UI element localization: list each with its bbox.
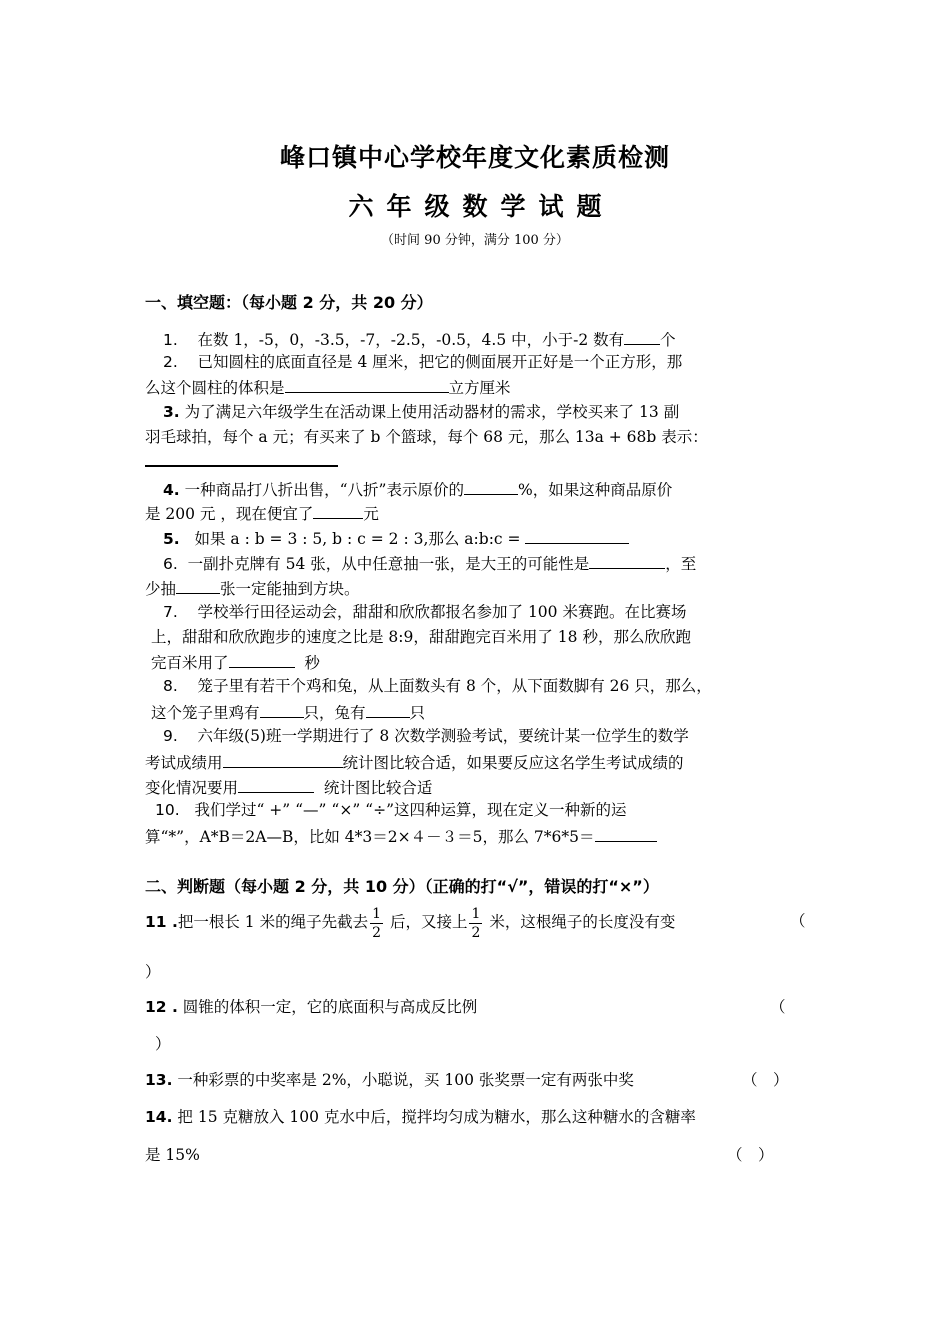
question-9 [163, 726, 689, 746]
q3-number: 3. [163, 403, 180, 421]
q2-number: 2. [163, 353, 178, 371]
q8-blank-rabbits[interactable] [366, 701, 410, 718]
question-6-line2 [145, 577, 360, 599]
q1-number: 1. [163, 331, 178, 349]
q1-text: 在数 1，-5，0，-3.5，-7，-2.5，-0.5，4.5 中，小于-2 数有 [197, 331, 625, 349]
q9-text: 六年级(5)班一学期进行了 8 次数学测验考试，要统计某一位学生的数学 [197, 727, 689, 745]
question-10 [155, 800, 627, 820]
question-4 [163, 478, 672, 500]
q8-line2-tail: 只 [409, 704, 426, 722]
q7-blank[interactable] [229, 651, 295, 668]
q10-text: 我们学过“ +” “—” “×” “÷”这四种运算，现在定义一种新的运 [194, 801, 627, 819]
q11-paren-close[interactable]: ） [145, 963, 161, 981]
q9-line2-pre: 考试成绩用 [145, 754, 223, 772]
q1-tail: 个 [660, 331, 676, 349]
q9-blank-2[interactable] [238, 776, 314, 793]
q7-line3-tail: 秒 [304, 654, 320, 672]
q11-fraction-2-numerator: 1 [471, 905, 481, 922]
q7-line3-pre: 完百米用了 [151, 654, 229, 672]
q4-blank-yuan[interactable] [313, 502, 363, 519]
q6-line2-pre: 少抽 [145, 580, 177, 598]
question-13 [145, 1070, 634, 1090]
q8-number: 8. [163, 677, 178, 695]
q11-number: 11 . [145, 913, 178, 931]
q11-pre: 把一根长 1 米的绳子先截去 [177, 913, 369, 931]
q13-text: 一种彩票的中奖率是 2%，小聪说，买 100 张奖票一定有两张中奖 [177, 1071, 634, 1089]
question-7 [163, 602, 686, 622]
q6-tail: ，至 [665, 555, 697, 573]
q13-answer-paren[interactable]: （ ） [742, 1071, 789, 1089]
q11-fraction-1 [370, 905, 383, 942]
q11-fraction-1-denominator: 2 [372, 924, 381, 941]
q14-text: 把 15 克糖放入 100 克水中后，搅拌均匀成为糖水，那么这种糖水的含糖率 [177, 1108, 696, 1126]
q7-number: 7. [163, 603, 178, 621]
q2-text: 已知圆柱的底面直径是 4 厘米，把它的侧面展开正好是一个正方形，那 [197, 353, 683, 371]
q1-blank[interactable] [624, 328, 660, 345]
question-9-line2 [145, 751, 684, 773]
exam-time-note: （时间 90 分钟，满分 100 分） [381, 233, 569, 248]
question-3 [163, 402, 679, 422]
q9-line3-tail: 统计图比较合适 [323, 779, 433, 797]
section2-heading: 二、判断题（每小题 2 分，共 10 分）（正确的打“√”，错误的打“×”） [145, 877, 659, 896]
question-5 [163, 527, 629, 549]
q11-fraction-1-numerator: 1 [372, 905, 381, 922]
q9-line2-tail: 统计图比较合适，如果要反应这名学生考试成绩的 [342, 754, 684, 772]
q5-blank[interactable] [525, 527, 629, 544]
q13-number: 13. [145, 1071, 173, 1089]
q2-line2-pre: 么这个圆柱的体积是 [145, 379, 285, 397]
q8-line2-pre: 这个笼子里鸡有 [151, 704, 260, 722]
question-2 [163, 352, 682, 372]
q4-blank-percent[interactable] [464, 478, 518, 495]
q10-number: 10. [155, 801, 180, 819]
question-7-line3 [151, 651, 320, 673]
q10-line2: 算“*”，A*B＝2A—B，比如 4*3＝2×４－３＝5，那么 7*6*5＝ [145, 828, 595, 846]
q6-number: 6. [163, 555, 178, 573]
q14-answer-paren[interactable]: （ ） [727, 1146, 774, 1164]
q3-text: 为了满足六年级学生在活动课上使用活动器材的需求，学校买来了 13 副 [184, 403, 680, 421]
question-7-line2 [151, 627, 691, 647]
q11-post: 米，这根绳子的长度没有变 [489, 913, 676, 931]
q4-line2-tail: 元 [363, 505, 379, 523]
question-4-line2 [145, 502, 379, 524]
q6-text: 一副扑克牌有 54 张，从中任意抽一张，是大王的可能性是 [187, 555, 590, 573]
question-6 [163, 552, 696, 574]
q5-number: 5. [163, 530, 180, 548]
q6-blank-count[interactable] [176, 577, 220, 594]
section1-heading: 一、填空题：（每小题 2 分，共 20 分） [145, 293, 433, 312]
q2-line2-tail: 立方厘米 [448, 379, 511, 397]
q8-text: 笼子里有若干个鸡和兔，从上面数头有 8 个，从下面数脚有 26 只，那么， [197, 677, 712, 695]
question-12 [145, 997, 477, 1017]
q12-paren-open[interactable]: （ [770, 998, 786, 1016]
q10-blank[interactable] [595, 825, 657, 842]
exam-title: 峰口镇中心学校年度文化素质检测 [279, 143, 670, 172]
q11-fraction-2 [469, 905, 482, 942]
question-10-line2 [145, 825, 657, 847]
question-8 [163, 676, 712, 696]
q9-blank-1[interactable] [223, 751, 343, 768]
q2-blank[interactable] [285, 376, 449, 393]
question-3-line2 [145, 427, 708, 447]
question-1 [163, 328, 676, 350]
question-14 [145, 1107, 696, 1127]
q12-paren-close[interactable]: ） [155, 1035, 171, 1053]
q9-line3-pre: 变化情况要用 [145, 779, 239, 797]
q4-number: 4. [163, 481, 180, 499]
q7-line2: 上，甜甜和欣欣跑步的速度之比是 8:9，甜甜跑完百米用了 18 秒，那么欣欣跑 [151, 628, 691, 646]
q9-number: 9. [163, 727, 178, 745]
q11-fraction-2-denominator: 2 [471, 924, 481, 941]
question-2-line2 [145, 376, 511, 398]
q6-blank-probability[interactable] [589, 552, 665, 569]
question-9-line3 [145, 776, 432, 798]
q11-mid: 后，又接上 [389, 913, 468, 931]
q12-number: 12 . [145, 998, 178, 1016]
q4-text: 一种商品打八折出售，“八折”表示原价的 [184, 481, 464, 499]
question-11 [145, 902, 675, 942]
q12-text: 圆锥的体积一定，它的底面积与高成反比例 [182, 998, 478, 1016]
q8-line2-mid: 只，兔有 [303, 704, 366, 722]
q3-line2: 羽毛球拍，每个 a 元；有买来了 b 个篮球，每个 68 元，那么 13a + 68b 表示： [145, 428, 708, 446]
question-14-line2: 是 15% [145, 1146, 200, 1164]
q4-line2-pre: 是 200 元 ，现在便宜了 [145, 505, 314, 523]
q11-paren-open[interactable]: （ [790, 912, 806, 930]
q6-line2-tail: 张一定能抽到方块。 [220, 580, 360, 598]
q3-answer-line[interactable] [145, 465, 338, 467]
q8-blank-chickens[interactable] [260, 701, 304, 718]
q14-number: 14. [145, 1108, 173, 1126]
exam-subtitle: 六年级数学试题 [348, 192, 615, 221]
q4-tail: %，如果这种商品原价 [517, 481, 673, 499]
q7-text: 学校举行田径运动会，甜甜和欣欣都报名参加了 100 米赛跑。在比赛场 [197, 603, 687, 621]
q5-text: 如果 a : b = 3 : 5, b : c = 2 : 3,那么 a:b:c = [194, 530, 521, 548]
question-8-line2 [151, 701, 425, 723]
